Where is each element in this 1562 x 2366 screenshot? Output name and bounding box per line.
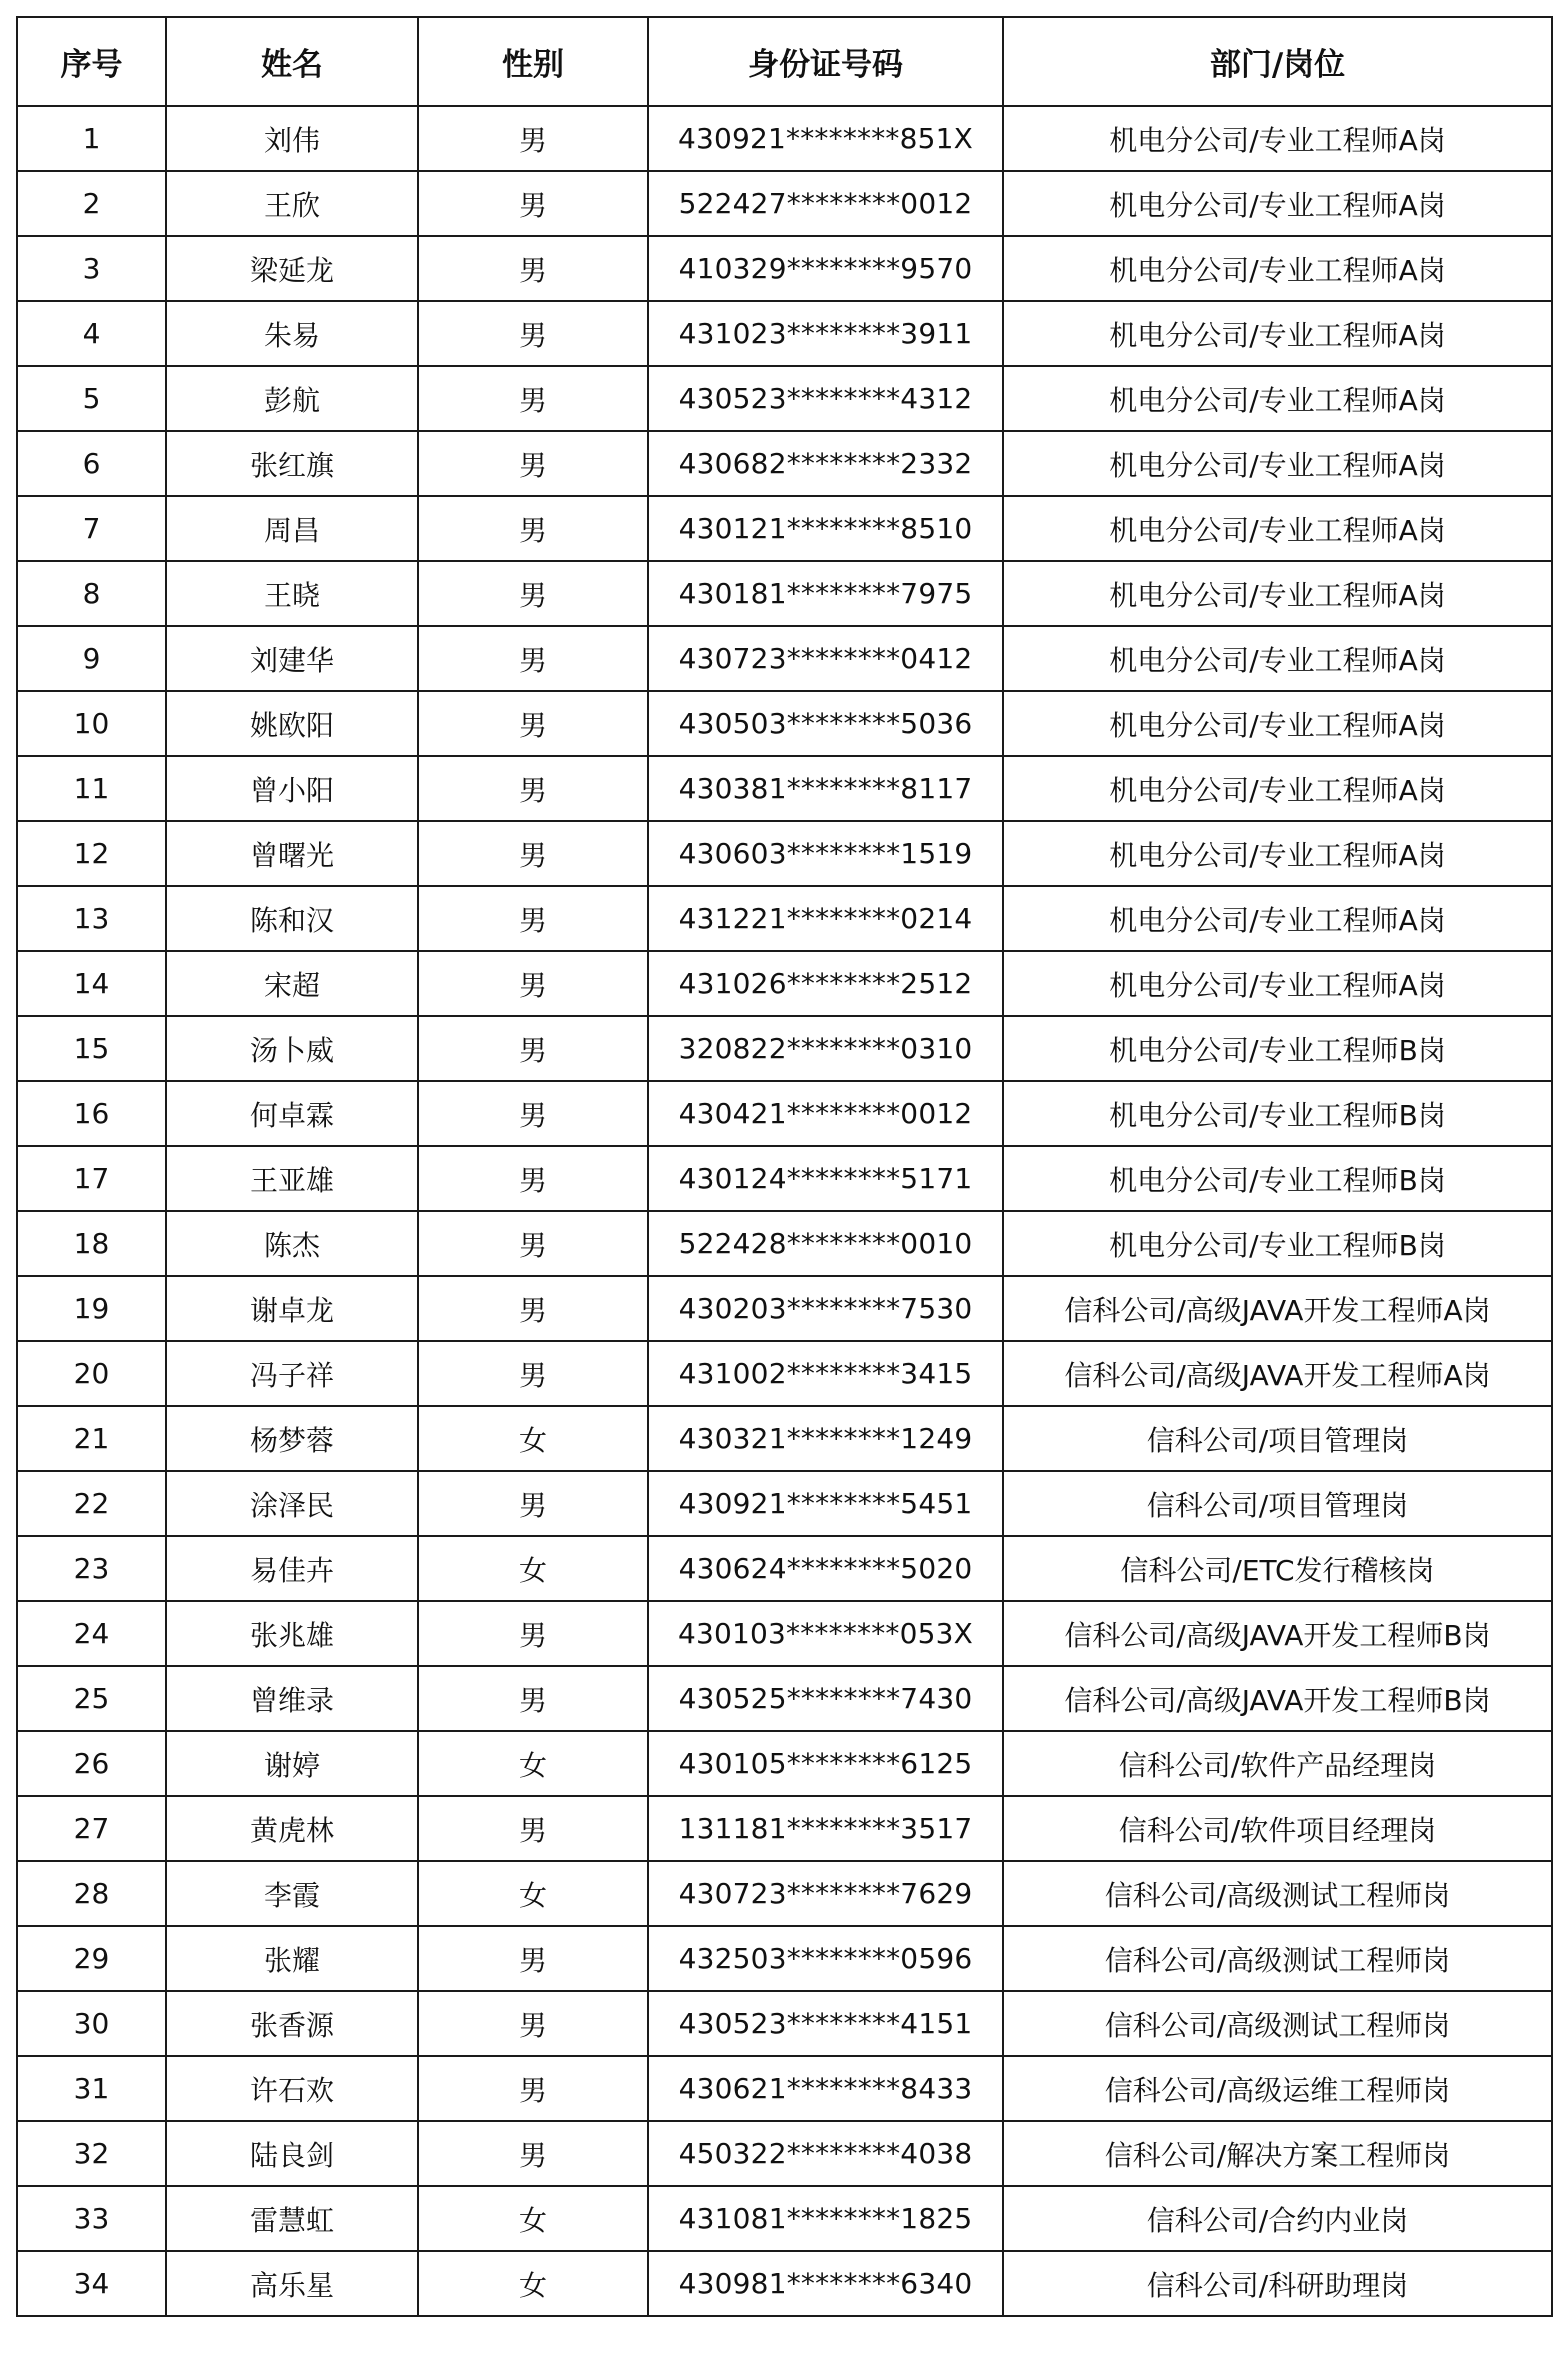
table-row [17, 1731, 1552, 1796]
cell-id-number: 432503********0596 [648, 1926, 1003, 1991]
cell-department-position: 信科公司/解决方案工程师岗 [1003, 2121, 1552, 2186]
cell-name: 彭航 [166, 366, 418, 431]
cell-gender: 男 [418, 1016, 648, 1081]
table-row [17, 2186, 1552, 2251]
table-row [17, 1471, 1552, 1536]
cell-seq: 24 [17, 1601, 166, 1666]
cell-department-position: 机电分公司/专业工程师A岗 [1003, 366, 1552, 431]
table-row [17, 1016, 1552, 1081]
cell-name: 谢卓龙 [166, 1276, 418, 1341]
cell-gender: 男 [418, 366, 648, 431]
table-row [17, 1211, 1552, 1276]
cell-name: 汤卜威 [166, 1016, 418, 1081]
table-row [17, 2056, 1552, 2121]
cell-department-position: 机电分公司/专业工程师A岗 [1003, 821, 1552, 886]
cell-gender: 男 [418, 886, 648, 951]
cell-department-position: 机电分公司/专业工程师B岗 [1003, 1211, 1552, 1276]
cell-gender: 男 [418, 1341, 648, 1406]
table-row [17, 1276, 1552, 1341]
cell-name: 许石欢 [166, 2056, 418, 2121]
cell-id-number: 430381********8117 [648, 756, 1003, 821]
table-header [17, 17, 1552, 106]
cell-gender: 男 [418, 301, 648, 366]
cell-name: 宋超 [166, 951, 418, 1016]
table-row [17, 2251, 1552, 2316]
cell-seq: 1 [17, 106, 166, 171]
cell-department-position: 信科公司/高级测试工程师岗 [1003, 1991, 1552, 2056]
cell-id-number: 430523********4151 [648, 1991, 1003, 2056]
table-row [17, 366, 1552, 431]
table-body [17, 106, 1552, 2316]
cell-name: 陈和汉 [166, 886, 418, 951]
table-row [17, 886, 1552, 951]
cell-gender: 男 [418, 756, 648, 821]
cell-seq: 7 [17, 496, 166, 561]
cell-gender: 女 [418, 2186, 648, 2251]
table-row [17, 951, 1552, 1016]
cell-id-number: 430124********5171 [648, 1146, 1003, 1211]
cell-id-number: 430921********5451 [648, 1471, 1003, 1536]
cell-seq: 6 [17, 431, 166, 496]
cell-id-number: 430523********4312 [648, 366, 1003, 431]
cell-seq: 29 [17, 1926, 166, 1991]
cell-gender: 男 [418, 691, 648, 756]
cell-seq: 13 [17, 886, 166, 951]
cell-id-number: 430921********851X [648, 106, 1003, 171]
cell-department-position: 信科公司/项目管理岗 [1003, 1406, 1552, 1471]
cell-department-position: 信科公司/合约内业岗 [1003, 2186, 1552, 2251]
cell-name: 高乐星 [166, 2251, 418, 2316]
cell-name: 张兆雄 [166, 1601, 418, 1666]
cell-id-number: 430723********0412 [648, 626, 1003, 691]
table-row [17, 171, 1552, 236]
table-row [17, 691, 1552, 756]
cell-gender: 男 [418, 2121, 648, 2186]
cell-gender: 女 [418, 1536, 648, 1601]
cell-id-number: 131181********3517 [648, 1796, 1003, 1861]
cell-seq: 9 [17, 626, 166, 691]
table-row [17, 301, 1552, 366]
cell-department-position: 信科公司/高级运维工程师岗 [1003, 2056, 1552, 2121]
cell-id-number: 430503********5036 [648, 691, 1003, 756]
cell-id-number: 431002********3415 [648, 1341, 1003, 1406]
cell-name: 易佳卉 [166, 1536, 418, 1601]
table-row [17, 561, 1552, 626]
cell-seq: 30 [17, 1991, 166, 2056]
cell-name: 冯子祥 [166, 1341, 418, 1406]
table-row [17, 2121, 1552, 2186]
cell-id-number: 410329********9570 [648, 236, 1003, 301]
cell-department-position: 机电分公司/专业工程师A岗 [1003, 236, 1552, 301]
cell-seq: 8 [17, 561, 166, 626]
cell-seq: 14 [17, 951, 166, 1016]
table-row [17, 1601, 1552, 1666]
cell-id-number: 522428********0010 [648, 1211, 1003, 1276]
cell-gender: 男 [418, 1666, 648, 1731]
cell-gender: 女 [418, 1731, 648, 1796]
table-row [17, 1406, 1552, 1471]
cell-department-position: 机电分公司/专业工程师A岗 [1003, 106, 1552, 171]
table-row [17, 431, 1552, 496]
cell-gender: 男 [418, 626, 648, 691]
cell-name: 王欣 [166, 171, 418, 236]
header-department-position: 部门/岗位 [1003, 17, 1552, 106]
cell-id-number: 431081********1825 [648, 2186, 1003, 2251]
cell-name: 张香源 [166, 1991, 418, 2056]
cell-name: 刘伟 [166, 106, 418, 171]
cell-id-number: 430682********2332 [648, 431, 1003, 496]
cell-gender: 男 [418, 1146, 648, 1211]
cell-seq: 17 [17, 1146, 166, 1211]
cell-name: 梁延龙 [166, 236, 418, 301]
cell-seq: 3 [17, 236, 166, 301]
cell-name: 何卓霖 [166, 1081, 418, 1146]
cell-department-position: 信科公司/软件产品经理岗 [1003, 1731, 1552, 1796]
cell-gender: 男 [418, 1081, 648, 1146]
cell-department-position: 机电分公司/专业工程师A岗 [1003, 886, 1552, 951]
header-name: 姓名 [166, 17, 418, 106]
cell-department-position: 机电分公司/专业工程师A岗 [1003, 626, 1552, 691]
header-gender: 性别 [418, 17, 648, 106]
cell-seq: 33 [17, 2186, 166, 2251]
cell-gender: 男 [418, 106, 648, 171]
cell-seq: 25 [17, 1666, 166, 1731]
cell-seq: 27 [17, 1796, 166, 1861]
cell-gender: 男 [418, 2056, 648, 2121]
cell-gender: 男 [418, 1926, 648, 1991]
table-row [17, 1341, 1552, 1406]
cell-department-position: 机电分公司/专业工程师A岗 [1003, 496, 1552, 561]
header-seq: 序号 [17, 17, 166, 106]
cell-gender: 男 [418, 1991, 648, 2056]
cell-seq: 10 [17, 691, 166, 756]
cell-department-position: 信科公司/高级JAVA开发工程师B岗 [1003, 1666, 1552, 1731]
cell-name: 王亚雄 [166, 1146, 418, 1211]
table-row [17, 1861, 1552, 1926]
cell-id-number: 450322********4038 [648, 2121, 1003, 2186]
cell-gender: 男 [418, 431, 648, 496]
cell-name: 王晓 [166, 561, 418, 626]
cell-name: 曾小阳 [166, 756, 418, 821]
table-row [17, 756, 1552, 821]
cell-id-number: 430621********8433 [648, 2056, 1003, 2121]
cell-id-number: 430105********6125 [648, 1731, 1003, 1796]
cell-department-position: 机电分公司/专业工程师A岗 [1003, 561, 1552, 626]
cell-gender: 女 [418, 2251, 648, 2316]
cell-gender: 男 [418, 1601, 648, 1666]
cell-gender: 男 [418, 821, 648, 886]
cell-department-position: 机电分公司/专业工程师A岗 [1003, 171, 1552, 236]
cell-name: 陈杰 [166, 1211, 418, 1276]
cell-name: 曾曙光 [166, 821, 418, 886]
cell-gender: 男 [418, 236, 648, 301]
cell-seq: 4 [17, 301, 166, 366]
cell-department-position: 机电分公司/专业工程师B岗 [1003, 1146, 1552, 1211]
cell-department-position: 信科公司/高级测试工程师岗 [1003, 1926, 1552, 1991]
cell-seq: 23 [17, 1536, 166, 1601]
cell-department-position: 信科公司/ETC发行稽核岗 [1003, 1536, 1552, 1601]
cell-id-number: 430723********7629 [648, 1861, 1003, 1926]
table-row [17, 106, 1552, 171]
table-row [17, 1796, 1552, 1861]
cell-id-number: 430603********1519 [648, 821, 1003, 886]
cell-id-number: 320822********0310 [648, 1016, 1003, 1081]
cell-id-number: 430103********053X [648, 1601, 1003, 1666]
table-row [17, 1926, 1552, 1991]
cell-seq: 32 [17, 2121, 166, 2186]
cell-seq: 21 [17, 1406, 166, 1471]
cell-seq: 34 [17, 2251, 166, 2316]
table-row [17, 1666, 1552, 1731]
cell-id-number: 431026********2512 [648, 951, 1003, 1016]
cell-department-position: 机电分公司/专业工程师A岗 [1003, 691, 1552, 756]
cell-name: 雷慧虹 [166, 2186, 418, 2251]
cell-id-number: 430203********7530 [648, 1276, 1003, 1341]
cell-department-position: 信科公司/高级JAVA开发工程师A岗 [1003, 1341, 1552, 1406]
cell-gender: 女 [418, 1861, 648, 1926]
cell-seq: 28 [17, 1861, 166, 1926]
header-row [17, 17, 1552, 106]
cell-gender: 男 [418, 171, 648, 236]
cell-seq: 22 [17, 1471, 166, 1536]
cell-name: 陆良剑 [166, 2121, 418, 2186]
cell-department-position: 信科公司/项目管理岗 [1003, 1471, 1552, 1536]
table-row [17, 236, 1552, 301]
cell-department-position: 信科公司/高级JAVA开发工程师A岗 [1003, 1276, 1552, 1341]
cell-department-position: 机电分公司/专业工程师A岗 [1003, 951, 1552, 1016]
cell-gender: 男 [418, 1471, 648, 1536]
cell-gender: 男 [418, 1796, 648, 1861]
cell-department-position: 机电分公司/专业工程师A岗 [1003, 431, 1552, 496]
cell-name: 涂泽民 [166, 1471, 418, 1536]
personnel-table [16, 16, 1553, 2317]
cell-id-number: 430181********7975 [648, 561, 1003, 626]
cell-seq: 2 [17, 171, 166, 236]
cell-name: 朱易 [166, 301, 418, 366]
cell-department-position: 信科公司/高级测试工程师岗 [1003, 1861, 1552, 1926]
table-row [17, 821, 1552, 886]
cell-seq: 16 [17, 1081, 166, 1146]
cell-seq: 11 [17, 756, 166, 821]
cell-id-number: 430624********5020 [648, 1536, 1003, 1601]
cell-seq: 26 [17, 1731, 166, 1796]
cell-id-number: 522427********0012 [648, 171, 1003, 236]
cell-gender: 男 [418, 1211, 648, 1276]
cell-id-number: 430121********8510 [648, 496, 1003, 561]
cell-id-number: 431023********3911 [648, 301, 1003, 366]
cell-name: 谢婷 [166, 1731, 418, 1796]
cell-gender: 男 [418, 951, 648, 1016]
header-id-number: 身份证号码 [648, 17, 1003, 106]
table-row [17, 1536, 1552, 1601]
cell-id-number: 430525********7430 [648, 1666, 1003, 1731]
cell-name: 曾维录 [166, 1666, 418, 1731]
cell-name: 刘建华 [166, 626, 418, 691]
cell-id-number: 431221********0214 [648, 886, 1003, 951]
cell-department-position: 机电分公司/专业工程师A岗 [1003, 301, 1552, 366]
cell-department-position: 信科公司/软件项目经理岗 [1003, 1796, 1552, 1861]
cell-id-number: 430421********0012 [648, 1081, 1003, 1146]
cell-department-position: 机电分公司/专业工程师B岗 [1003, 1016, 1552, 1081]
cell-gender: 男 [418, 496, 648, 561]
cell-gender: 男 [418, 1276, 648, 1341]
cell-name: 杨梦蓉 [166, 1406, 418, 1471]
table-row [17, 626, 1552, 691]
cell-department-position: 信科公司/高级JAVA开发工程师B岗 [1003, 1601, 1552, 1666]
cell-name: 黄虎林 [166, 1796, 418, 1861]
cell-id-number: 430981********6340 [648, 2251, 1003, 2316]
cell-name: 张红旗 [166, 431, 418, 496]
cell-name: 姚欧阳 [166, 691, 418, 756]
table-row [17, 1991, 1552, 2056]
cell-department-position: 机电分公司/专业工程师A岗 [1003, 756, 1552, 821]
cell-gender: 女 [418, 1406, 648, 1471]
cell-id-number: 430321********1249 [648, 1406, 1003, 1471]
cell-seq: 19 [17, 1276, 166, 1341]
cell-seq: 20 [17, 1341, 166, 1406]
cell-name: 张耀 [166, 1926, 418, 1991]
cell-name: 李霞 [166, 1861, 418, 1926]
cell-seq: 12 [17, 821, 166, 886]
table-row [17, 1146, 1552, 1211]
cell-seq: 18 [17, 1211, 166, 1276]
cell-seq: 15 [17, 1016, 166, 1081]
table-row [17, 496, 1552, 561]
cell-seq: 31 [17, 2056, 166, 2121]
cell-name: 周昌 [166, 496, 418, 561]
table-row [17, 1081, 1552, 1146]
cell-department-position: 机电分公司/专业工程师B岗 [1003, 1081, 1552, 1146]
cell-gender: 男 [418, 561, 648, 626]
cell-seq: 5 [17, 366, 166, 431]
cell-department-position: 信科公司/科研助理岗 [1003, 2251, 1552, 2316]
